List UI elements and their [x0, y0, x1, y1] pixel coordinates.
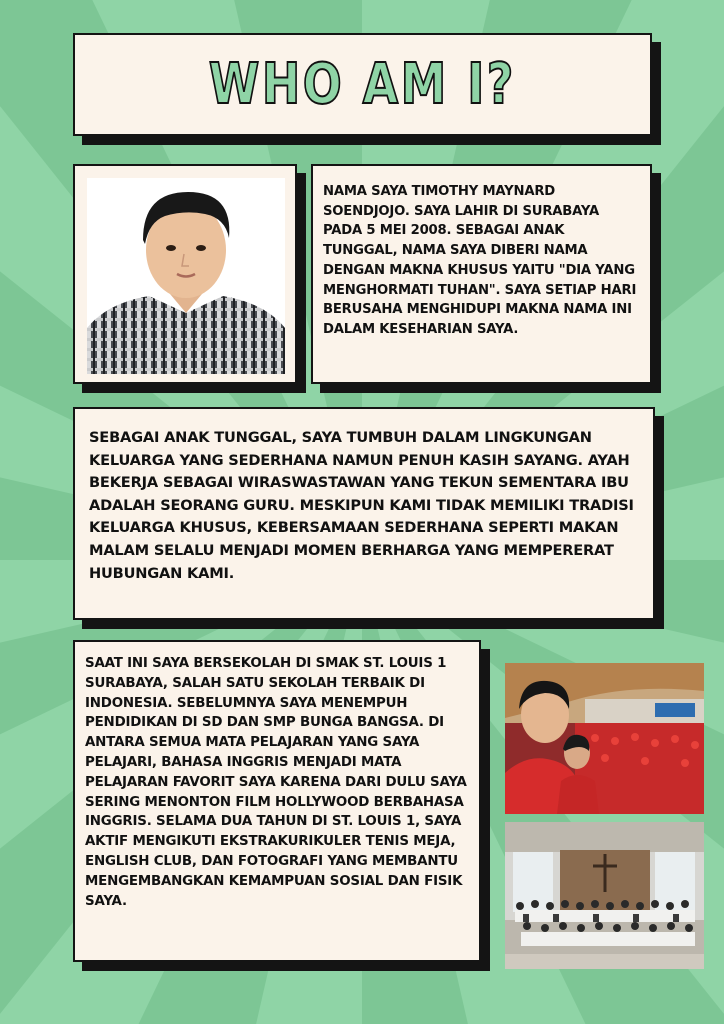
- bio-card: [311, 164, 652, 384]
- stadium-selfie-photo: [505, 663, 704, 814]
- family-card: [73, 407, 655, 620]
- group-photo: [505, 822, 704, 969]
- school-text: SAAT INI SAYA BERSEKOLAH DI SMAK ST. LOUIS 1 SURABAYA, SALAH SATU SEKOLAH TERBAIK DI INDONESIA. SEBELUMNYA SAYA MENEMPUH PENDIDIKAN DI SD DAN SMP BUNGA BANGSA. DI ANTARA SEMUA MATA PELAJARAN YANG SAYA PELAJARI, BAHASA INGGRIS MENJADI MATA PELAJARAN FAVORIT SAYA KARENA DARI DULU SAYA SERING MENONTON FILM HOLLYWOOD BERBAHASA INGGRIS. SELAMA DUA TAHUN DI ST. LOUIS 1, SAYA AKTIF MENGIKUTI EKSTRAKURIKULER TENIS MEJA, ENGLISH CLUB, DAN FOTOGRAFI YANG MEMBANTU MENGEMBANGKAN KEMAMPUAN SOSIAL DAN FISIK SAYA.: [85, 656, 467, 909]
- school-card: [73, 640, 481, 962]
- page-title: WHO AM I?: [208, 52, 517, 117]
- bio-text: NAMA SAYA TIMOTHY MAYNARD SOENDJOJO. SAYA LAHIR DI SURABAYA PADA 5 MEI 2008. SEBAGAI ANAK TUNGGAL, NAMA SAYA DIBERI NAMA DENGAN MAKNA KHUSUS YAITU "DIA YANG MENGHORMATI TUHAN". SAYA SETIAP HARI BERUSAHA MENGHIDUPI MAKNA NAMA INI DALAM KESEHARIAN SAYA.: [323, 184, 637, 337]
- title-card: [73, 33, 652, 136]
- portrait-card: [73, 164, 297, 384]
- portrait-photo: [87, 178, 285, 374]
- family-text: SEBAGAI ANAK TUNGGAL, SAYA TUMBUH DALAM LINGKUNGAN KELUARGA YANG SEDERHANA NAMUN PENUH KASIH SAYANG. AYAH BEKERJA SEBAGAI WIRASWASTAWAN YANG TEKUN SEMENTARA IBU ADALAH SEORANG GURU. MESKIPUN KAMI TIDAK MEMILIKI TRADISI KELUARGA KHUSUS, KEBERSAMAAN SEDERHANA SEPERTI MAKAN MALAM SELALU MENJADI MOMEN BERHARGA YANG MEMPERERAT HUBUNGAN KAMI.: [89, 429, 634, 582]
